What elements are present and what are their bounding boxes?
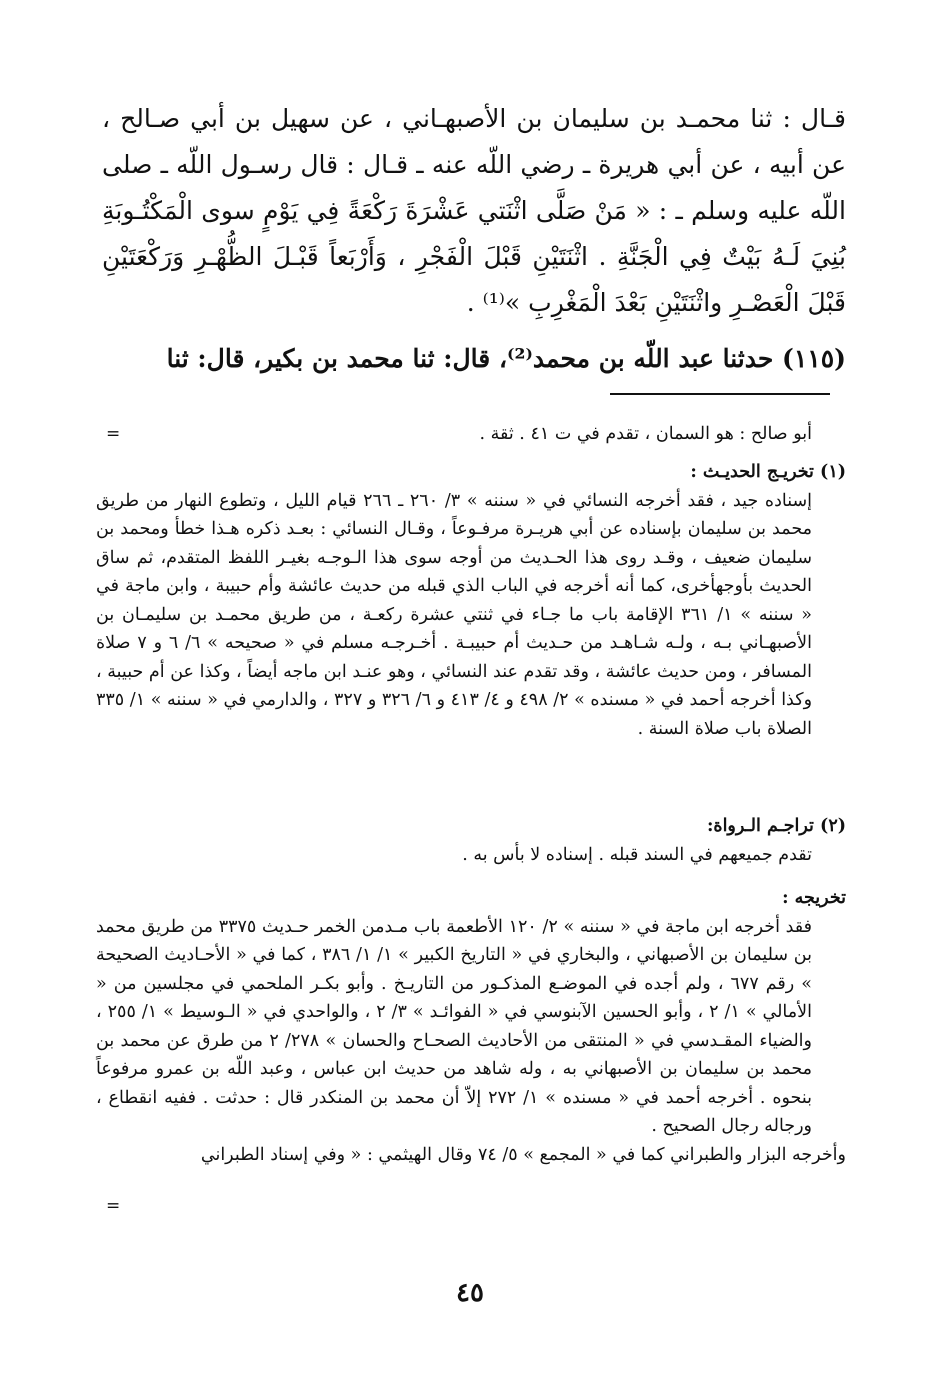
footnote-2-body: تقدم جميعهم في السند قبله . إسناده لا بأس به . <box>462 844 812 865</box>
footnote-1-heading: (١) تخريـج الحديـث : <box>690 462 846 482</box>
footnote-1-body: إسناده جيد ، فقد أخرجه النسائي في « سننه » ٣/ ٢٦٠ ـ ٢٦٦ قيام الليل ، وتطوع النهار من طريق محمد بن سليمان بإسناده عن أبي هريـرة مرفـوعاً ، وقـال النسائي : بعـد ذكره هـذا خطأ ومحمد بن سليمان ضعيف ، وقـد روى هذا الحـديث من أوجه سوى هذا الـوجـه بغيـر اللفظ المتقدم، ثم ساق الحديث بأوجهأخرى، كما أنه أخرجه في الباب الذي قبله من حديث عائشة وأم حبيبة ، وابن ماجة في « سننه » ١/ ٣٦١ الإقامة باب ما جـاء في ثنتي عشرة ركعـة ، من طريق محمـد بن سليمـان بن الأصبهـاني بـه ، ولـه شـاهـد من حـديث أم حبيبـة . أخـرجـه مسلم في « صحيحه » ٦/ ٦ و ٧ صلاة المسافر ، ومن حديث عائشة ، وقد تقدم عند النسائي ، وهو عنـد ابن ماجه أيضاً ، وكذا عن أم حبيبة ، وكذا أخرجه أحمد في « مسنده » ٢/ ٤٩٨ و ٤/ ٤١٣ و ٦/ ٣٢٦ و ٣٢٧ ، والدارمي في « سننه » ١/ ٣٣٥ الصلاة باب صلاة السنة . <box>96 490 813 739</box>
footnote-2 <box>96 812 846 869</box>
footnote-separator <box>610 393 830 395</box>
footnote-continuation-text: أبو صالح : هو السمان ، تقدم في ت ٤١ . ثقة . <box>479 424 812 444</box>
footnote-continuation <box>96 420 846 449</box>
hadith-115-opening: (١١٥) حدثنا عبد اللّه بن محمد⁽²⁾، قال: ثنا محمد بن بكير، قال: ثنا <box>166 344 846 373</box>
continuation-mark: = <box>106 424 121 444</box>
takhrij-section <box>96 884 846 1169</box>
hadith-114-text: قـال : ثنا محمـد بن سليمان بن الأصبهـاني ، عن سهيل بن أبي صـالح ، عن أبيه ، عن أبي هريرة ـ رضي اللّه عنه ـ قـال : قال رسـول اللّه ـ صلى اللّه عليه وسلم ـ : « مَنْ صَلَّى اثْنَتي عَشْرَةَ رَكْعَةً فِي يَوْمٍ سوى الْمَكْتُـوبَةِ بُنِيَ لَـهُ بَيْتٌ فِي الْجَنَّةِ . اثْنَتَيْنِ قَبْلَ الْفَجْرِ ، وَأَرْبَعاً قَبْـلَ الظُّهْـرِ وَرَكْعَتَيْنِ قَبْلَ الْعَصْـرِ واثْنَتَيْنِ بَعْدَ الْمَغْرِبِ »⁽¹⁾ . <box>102 104 846 317</box>
continuation-mark-bottom: = <box>106 1196 121 1216</box>
takhrij-last-line: وأخرجه البزار والطبراني كما في « المجمع » ٥/ ٧٤ وقال الهيثمي : « وفي إسناد الطبراني <box>200 1144 846 1165</box>
main-hadith-text <box>102 96 846 326</box>
footnote-2-heading: (٢) تراجـم الـرواة: <box>706 816 846 836</box>
page-number: ٤٥ <box>456 1278 484 1308</box>
takhrij-heading: تخريجه : <box>782 888 846 908</box>
footnote-1 <box>96 458 846 743</box>
takhrij-body: فقد أخرجه ابن ماجة في « سننه » ٢/ ١٢٠ الأطعمة باب مـدمن الخمر حـديث ٣٣٧٥ من طريق محمد بن سليمان بن الأصبهاني ، والبخاري في « التاريخ الكبير » ١/ ١/ ٣٨٦ ، كما في « الأحـاديث الصحيحة » رقم ٦٧٧ ، ولم أجده في الموضـع المذكـور من التاريـخ . وأبو بكـر الملحمي في مجلسين من « الأمالي » ١/ ٢ ، وأبو الحسين الآبنوسي في « الفوائـد » ٣/ ٢ ، والواحدي في « الـوسيط » ١/ ٢٥٥ ، والضياء المقـدسي في « المنتقى من الأحاديث الصحـاح والحسان » ٢٧٨/ ٢ من طرق عن محمد بن محمد بن سليمان بن الأصبهاني به ، وله شاهد من حديث ابن عباس ، وعبد اللّه بن عمرو مرفوعاً بنحوه . أخرجه أحمد في « مسنده » ١/ ٢٧٢ إلاّ أن محمد بن المنكدر قال : حدثت . ففيه انقطاع ، ورجاله رجال الصحيح . <box>96 916 813 1136</box>
